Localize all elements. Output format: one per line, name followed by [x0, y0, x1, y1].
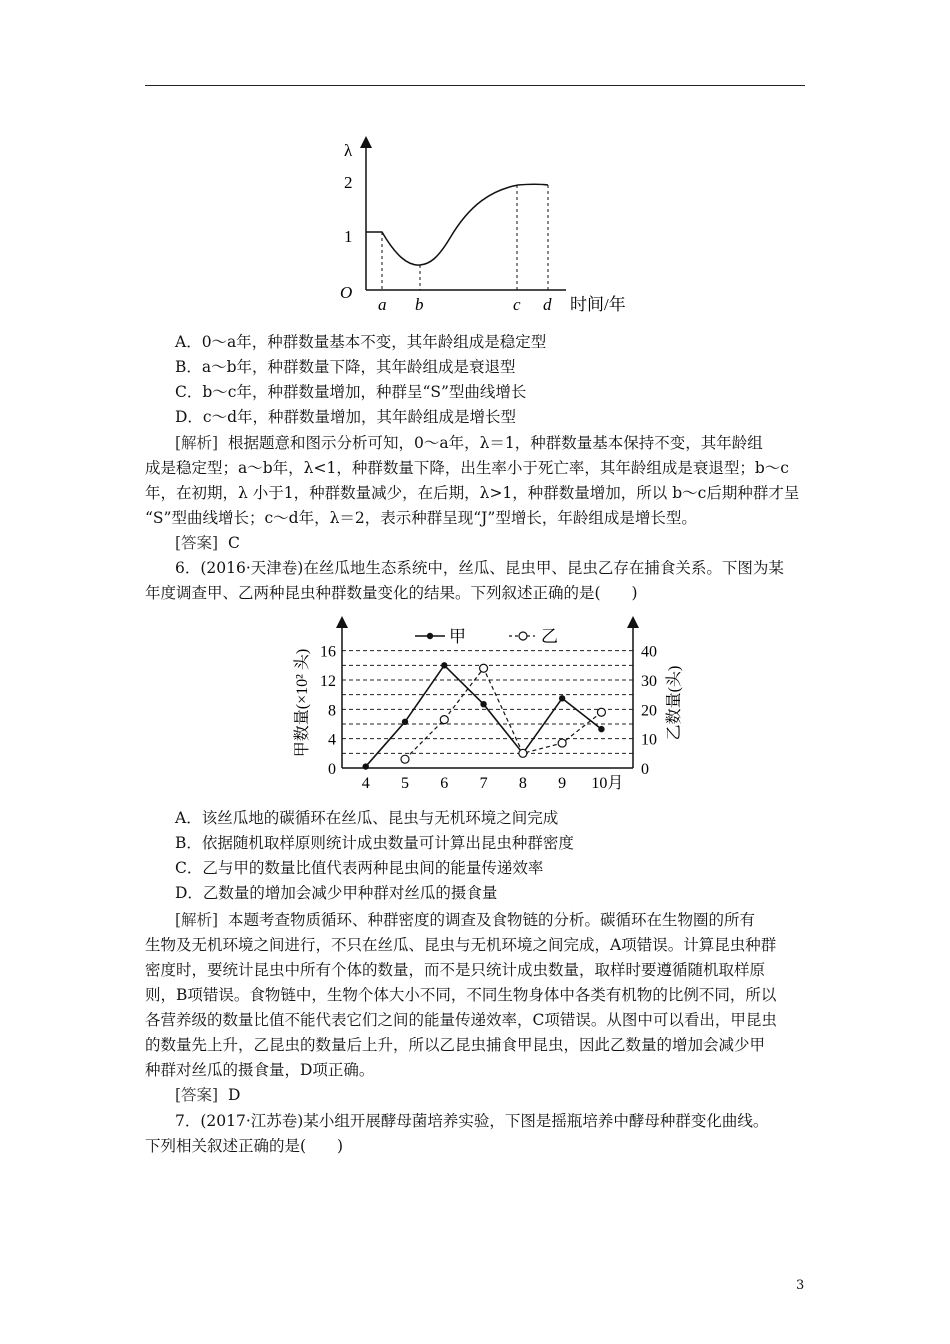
- header-rule: [145, 85, 805, 86]
- q5-answer-tag: [答案]: [175, 534, 219, 552]
- data-point-jia: [402, 719, 408, 725]
- data-point-yi: [480, 664, 488, 672]
- q7-stem-line-2: 下列相关叙述正确的是( ): [145, 1137, 344, 1155]
- x-tick-label: 4: [361, 775, 370, 792]
- lambda-curve: [366, 184, 548, 265]
- lambda-label: λ: [344, 141, 353, 160]
- x-tick-label: 9: [558, 775, 567, 792]
- q6-analysis-line-5: 各营养级的数量比值不能代表它们之间的能量传递效率，C项错误。从图中可以看出，甲昆虫: [145, 1011, 777, 1029]
- data-point-jia: [598, 726, 604, 732]
- data-point-jia: [480, 701, 486, 707]
- series-line-jia: [366, 665, 602, 766]
- q5-analysis-line-3: 年，在初期，λ 小于1，种群数量减少，在后期，λ>1，种群数量增加，所以 b～c后期种群才呈: [145, 484, 800, 502]
- q6-option-c: C．乙与甲的数量比值代表两种昆虫间的能量传递效率: [175, 859, 544, 877]
- x-tick-label: 7: [479, 775, 488, 792]
- x-tick-c: c: [513, 295, 521, 314]
- q5-analysis-tag: [解析]: [175, 434, 219, 452]
- x-tick-label: 10月: [591, 775, 624, 792]
- left-tick-label: 12: [320, 673, 336, 690]
- q6-analysis-line-4: 则，B项错误。食物链中，生物个体大小不同，不同生物身体中各类有机物的比例不同，所以: [145, 986, 777, 1004]
- q5-option-d: D．c～d年，种群数量增加，其年龄组成是增长型: [175, 408, 517, 426]
- legend-marker-yi: [519, 632, 527, 640]
- right-tick-label: 10: [641, 731, 657, 749]
- right-tick-label: 30: [641, 673, 657, 690]
- data-point-jia: [441, 662, 447, 668]
- left-axis-title: 甲数量(×10² 头): [294, 648, 311, 758]
- page-number: 3: [796, 1278, 805, 1293]
- q5-analysis-line-1: [175, 433, 845, 453]
- q5-analysis-line-2: 成是稳定型；a～b年，λ<1，种群数量下降，出生率小于死亡率，其年龄组成是衰退型；b～c: [145, 459, 789, 477]
- q5-analysis-text-1: 根据题意和图示分析可知，0～a年，λ＝1，种群数量基本保持不变，其年龄组: [227, 434, 763, 452]
- left-tick-label: 4: [328, 731, 336, 749]
- origin-label: O: [340, 283, 353, 302]
- q6-stem-line-2: 年度调查甲、乙两种昆虫种群数量变化的结果。下列叙述正确的是( ): [145, 584, 638, 602]
- left-tick-label: 16: [320, 643, 336, 661]
- q6-option-a: A．该丝瓜地的碳循环在丝瓜、昆虫与无机环境之间完成: [175, 809, 559, 827]
- q5-answer-value: C: [227, 534, 240, 552]
- right-tick-label: 0: [641, 761, 649, 778]
- data-point-yi: [558, 739, 566, 747]
- q6-analysis-tag: [解析]: [175, 911, 219, 929]
- lambda-figure: [330, 138, 660, 318]
- data-point-yi: [519, 749, 527, 757]
- q6-analysis-line-6: 的数量先上升，乙昆虫的数量后上升，所以乙昆虫捕食甲昆虫，因此乙数量的增加会减少甲: [145, 1036, 766, 1054]
- q5-answer: [175, 533, 845, 553]
- q6-analysis-line-2: 生物及无机环境之间进行，不只在丝瓜、昆虫与无机环境之间完成，A项错误。计算昆虫种群: [145, 936, 777, 954]
- series-line-yi: [405, 668, 601, 759]
- q6-analysis-line-3: 密度时，要统计昆虫中所有个体的数量，而不是只统计成虫数量，取样时要遵循随机取样原: [145, 961, 766, 979]
- x-tick-label: 6: [440, 775, 449, 792]
- insect-population-chart: [285, 618, 683, 800]
- x-tick-b: b: [415, 295, 424, 314]
- legend-label-jia: 甲: [449, 627, 466, 646]
- left-tick-label: 0: [328, 761, 336, 778]
- q6-option-d: D．乙数量的增加会减少甲种群对丝瓜的摄食量: [175, 884, 498, 902]
- q5-analysis-line-4: “S”型曲线增长；c～d年，λ＝2，表示种群呈现“J”型增长，年龄组成是增长型。: [145, 509, 697, 527]
- q6-answer-tag: [答案]: [175, 1086, 219, 1104]
- x-axis-label: 时间/年: [570, 295, 626, 314]
- x-tick-d: d: [543, 295, 552, 314]
- q6-answer-value: D: [227, 1086, 241, 1104]
- q6-answer: [175, 1085, 845, 1105]
- q6-analysis-line-7: 种群对丝瓜的摄食量，D项正确。: [145, 1061, 375, 1079]
- legend-label-yi: 乙: [541, 627, 558, 646]
- x-tick-a: a: [378, 295, 387, 314]
- data-point-jia: [559, 695, 565, 701]
- x-tick-label: 8: [518, 775, 527, 792]
- left-tick-label: 8: [328, 702, 336, 720]
- data-point-yi: [401, 755, 409, 763]
- data-point-yi: [440, 716, 448, 724]
- data-point-yi: [597, 708, 605, 716]
- y-tick-2: 2: [344, 173, 353, 192]
- right-tick-label: 40: [641, 643, 657, 661]
- q5-option-c: C．b～c年，种群数量增加，种群呈“S”型曲线增长: [175, 383, 527, 401]
- legend-marker-jia: [427, 633, 433, 639]
- right-axis-title: 乙数量(头): [666, 665, 683, 741]
- q6-analysis-text-1: 本题考查物质循环、种群密度的调查及食物链的分析。碳循环在生物圈的所有: [227, 911, 755, 929]
- q5-option-b: B．a～b年，种群数量下降，其年龄组成是衰退型: [175, 358, 516, 376]
- q6-stem-line-1: 6．(2016·天津卷)在丝瓜地生态系统中，丝瓜、昆虫甲、昆虫乙存在捕食关系。下图为某: [175, 559, 784, 577]
- data-point-jia: [363, 763, 369, 769]
- x-tick-label: 5: [401, 775, 409, 792]
- q5-option-a: A．0～a年，种群数量基本不变，其年龄组成是稳定型: [175, 333, 547, 351]
- y-tick-1: 1: [344, 227, 353, 246]
- q6-analysis-line-1: [175, 910, 845, 930]
- right-tick-label: 20: [641, 702, 657, 720]
- q6-option-b: B．依据随机取样原则统计成虫数量可计算出昆虫种群密度: [175, 834, 574, 852]
- q7-stem-line-1: 7．(2017·江苏卷)某小组开展酵母菌培养实验，下图是摇瓶培养中酵母种群变化曲线。: [175, 1112, 769, 1130]
